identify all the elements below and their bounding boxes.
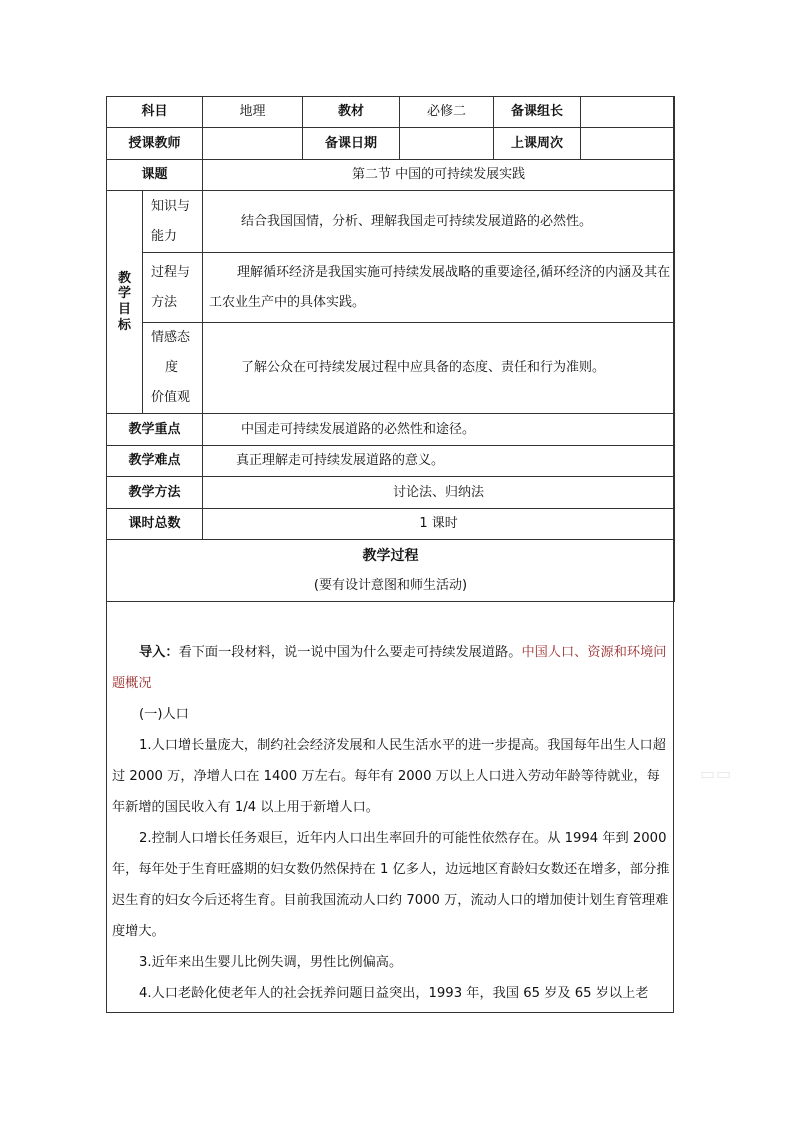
textbook-value: 必修二 xyxy=(400,97,494,128)
process-text: 理解循环经济是我国实施可持续发展战略的重要途径,循环经济的内涵及其在工农业生产中的具体实践。 xyxy=(203,253,675,323)
key-point-row xyxy=(107,414,675,446)
goals-head-char: 目 xyxy=(117,302,131,317)
group-leader-label: 备课组长 xyxy=(494,97,581,128)
knowledge-label-line: 知识与 xyxy=(151,198,191,214)
method-row xyxy=(107,477,675,509)
knowledge-label xyxy=(143,191,203,253)
intro-paragraph xyxy=(112,637,670,699)
teaching-goals-heading xyxy=(107,191,143,414)
header-row-2 xyxy=(107,128,675,160)
process-heading-cell xyxy=(107,540,675,602)
watermark-mark: ▭▭ xyxy=(700,764,733,783)
teacher-label: 授课教师 xyxy=(107,128,203,160)
key-point-text: 中国走可持续发展道路的必然性和途径。 xyxy=(203,414,675,446)
emotion-label-line: 度 xyxy=(165,360,179,375)
method-text: 讨论法、归纳法 xyxy=(203,477,675,509)
week-label: 上课周次 xyxy=(494,128,581,160)
week-value xyxy=(581,128,675,160)
intro-highlight: 中国人口、资源和环境问题概况 xyxy=(112,645,667,691)
intro-text: 看下面一段材料，说一说中国为什么要走可持续发展道路。 xyxy=(178,645,522,660)
paragraph-3: 3.近年来出生婴儿比例失调，男性比例偏高。 xyxy=(139,955,403,970)
goals-head-char: 标 xyxy=(117,317,131,333)
emotion-label-line: 价值观 xyxy=(151,390,191,405)
prep-date-label: 备课日期 xyxy=(303,128,400,160)
goals-head-char: 学 xyxy=(117,286,131,302)
knowledge-label-line: 能力 xyxy=(151,228,178,244)
process-subtitle: (要有设计意图和师生活动) xyxy=(313,577,468,593)
emotion-label-line: 情感态 xyxy=(151,330,191,345)
difficulty-text: 真正理解走可持续发展道路的意义。 xyxy=(203,446,675,477)
intro-lead: 导入： xyxy=(139,645,179,660)
goal-emotion-row xyxy=(107,323,675,414)
subject-label: 科目 xyxy=(107,97,203,128)
teacher-value xyxy=(203,128,303,160)
textbook-label: 教材 xyxy=(303,97,400,128)
section-heading: (一)人口 xyxy=(139,707,189,722)
process-label-line: 方法 xyxy=(151,294,178,310)
process-heading-row xyxy=(107,540,675,602)
knowledge-text: 结合我国国情，分析、理解我国走可持续发展道路的必然性。 xyxy=(203,191,675,253)
topic-value: 第二节 中国的可持续发展实践 xyxy=(203,160,675,191)
goal-knowledge-row xyxy=(107,191,675,253)
emotion-text: 了解公众在可持续发展过程中应具备的态度、责任和行为准则。 xyxy=(203,323,675,414)
method-label: 教学方法 xyxy=(107,477,203,509)
lesson-plan-table xyxy=(106,96,675,602)
process-title: 教学过程 xyxy=(362,547,419,564)
topic-label: 课题 xyxy=(107,160,203,191)
process-label-line: 过程与 xyxy=(151,264,191,280)
goal-process-row xyxy=(107,253,675,323)
lesson-content xyxy=(112,637,670,1009)
hours-row xyxy=(107,509,675,540)
header-row-1 xyxy=(107,97,675,128)
hours-text: 1 课时 xyxy=(203,509,675,540)
difficulty-row xyxy=(107,446,675,477)
goals-head-char: 教 xyxy=(117,270,131,286)
topic-row xyxy=(107,160,675,191)
difficulty-label: 教学难点 xyxy=(107,446,203,477)
process-label xyxy=(143,253,203,323)
paragraph-4: 4.人口老龄化使老年人的社会抚养问题日益突出，1993 年，我国 65 岁及 65 岁以上老 xyxy=(139,986,649,1001)
group-leader-value xyxy=(581,97,675,128)
prep-date-value xyxy=(400,128,494,160)
subject-value: 地理 xyxy=(203,97,303,128)
paragraph-2: 2.控制人口增长任务艰巨，近年内人口出生率回升的可能性依然存在。从 1994 年到 2000 年，每年处于生育旺盛期的妇女数仍然保持在 1 亿多人，边远地区育龄妇女数还在增多，部分推迟生育的妇女今后还将生育。目前我国流动人口约 7000 万，流动人口的增加使计划生育管理难度增大。 xyxy=(112,831,670,939)
hours-label: 课时总数 xyxy=(107,509,203,540)
paragraph-1: 1.人口增长量庞大，制约社会经济发展和人民生活水平的进一步提高。我国每年出生人口超过 2000 万，净增人口在 1400 万左右。每年有 2000 万以上人口进入劳动年龄等待就业，每年新增的国民收入有 1/4 以上用于新增人口。 xyxy=(112,738,666,815)
emotion-label xyxy=(143,323,203,414)
key-point-label: 教学重点 xyxy=(107,414,203,446)
